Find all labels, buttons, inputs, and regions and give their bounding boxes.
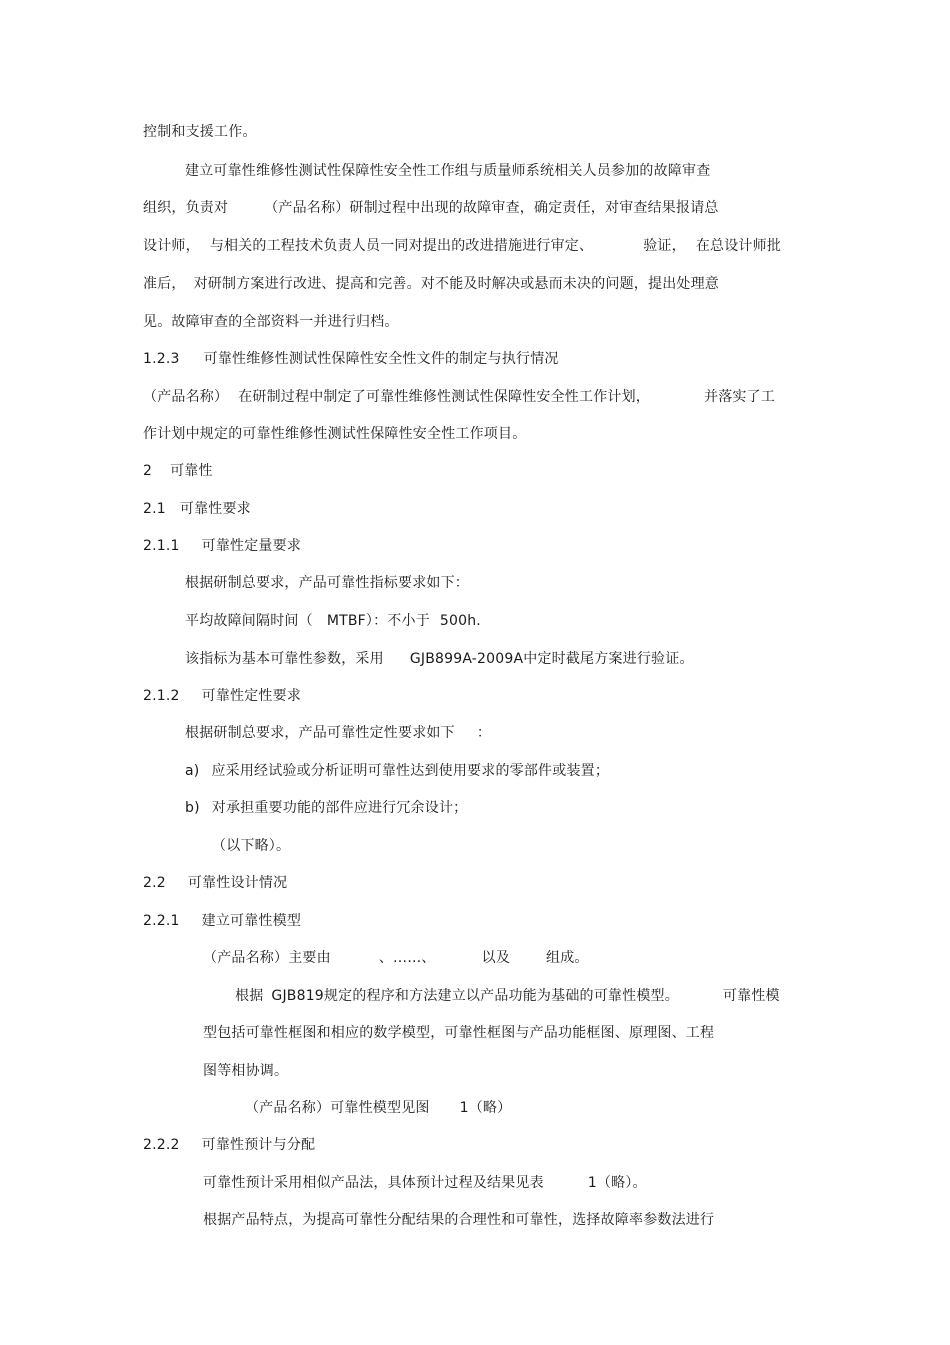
section-number: 2.1.1 (143, 538, 180, 554)
text-span: 以及 (481, 950, 511, 966)
text-span: 可靠性模 (722, 988, 780, 1004)
section-heading (143, 349, 559, 369)
text-span: （产品名称）主要由 (203, 950, 331, 966)
body-text-line (203, 1023, 714, 1043)
section-heading (143, 873, 287, 893)
section-heading (143, 499, 251, 519)
section-heading (143, 536, 301, 556)
body-text-line (185, 723, 491, 743)
text-span: ： (476, 725, 492, 741)
section-title: 可靠性预计与分配 (201, 1137, 316, 1153)
text-span: 对研制方案进行改进、提高和完善。对不能及时解决或悬而未决的问题，提出处理意 (193, 276, 720, 292)
section-number: 2 (143, 463, 153, 479)
body-text-line (143, 274, 719, 294)
body-text-line (143, 424, 526, 444)
list-marker: b) (185, 800, 200, 816)
list-item (185, 798, 467, 818)
body-text-line (185, 573, 469, 593)
text-span: 设计师， (143, 238, 200, 254)
body-text-line (185, 161, 710, 181)
text-span: （以下略）。 (212, 838, 291, 854)
body-text-line (235, 986, 780, 1006)
list-marker: a) (185, 763, 200, 779)
body-text-line (212, 836, 290, 856)
text-span: 1（略）。 (587, 1175, 647, 1191)
text-span: （产品名称）可靠性模型见图 (245, 1100, 430, 1116)
body-text-line (185, 611, 481, 631)
text-span: 1（略） (459, 1100, 512, 1116)
body-text-line (203, 1173, 647, 1193)
text-span: 可靠性预计采用相似产品法，具体预计过程及结果见表 (203, 1175, 544, 1191)
text-span: 并落实了工 (704, 389, 776, 405)
text-span: GJB899A-2009A (409, 651, 524, 667)
text-span: 该指标为基本可靠性参数，采用 (185, 651, 384, 667)
text-span: （产品名称）研制过程中出现的故障审查，确定责任，对审查结果报请总 (264, 200, 719, 216)
text-span: 在研制过程中制定了可靠性维修性测试性保障性安全性工作计划， (238, 389, 651, 405)
body-text-line (143, 198, 719, 218)
section-title: 可靠性定量要求 (201, 538, 302, 554)
list-item (185, 761, 609, 781)
text-span: （产品名称） (143, 389, 229, 405)
text-span: 验证， (643, 238, 686, 254)
section-title: 可靠性维修性测试性保障性安全性文件的制定与执行情况 (203, 351, 559, 367)
text-span: 根据 (235, 988, 264, 1004)
section-number: 2.2.1 (143, 913, 180, 929)
body-text-line (203, 948, 589, 968)
body-text-line (143, 236, 781, 256)
text-span: 、……、 (378, 950, 436, 966)
text-span: 平均故障间隔时间（ (185, 613, 313, 629)
text-span: 组成。 (546, 950, 589, 966)
section-title: 可靠性要求 (179, 501, 251, 517)
text-span: 准后， (143, 276, 186, 292)
body-text-line (245, 1098, 511, 1118)
text-span: 作计划中规定的可靠性维修性测试性保障性安全性工作项目。 (143, 426, 527, 442)
section-heading (143, 686, 301, 706)
text-span: 根据产品特点，为提高可靠性分配结果的合理性和可靠性，选择故障率参数法进行 (203, 1212, 715, 1228)
text-span: 中定时截尾方案进行验证。 (523, 651, 694, 667)
text-span: 根据研制总要求，产品可靠性指标要求如下： (185, 575, 469, 591)
section-number: 2.1 (143, 501, 166, 517)
text-span: 建立可靠性维修性测试性保障性安全性工作组与质量师系统相关人员参加的故障审查 (185, 163, 711, 179)
text-span: 控制和支援工作。 (143, 124, 257, 140)
text-span: 型包括可靠性框图和相应的数学模型，可靠性框图与产品功能框图、原理图、工程 (203, 1025, 715, 1041)
section-heading (143, 1135, 315, 1155)
text-span: 应采用经试验或分析证明可靠性达到使用要求的零部件或装置； (211, 763, 610, 779)
section-title: 可靠性 (170, 463, 213, 479)
body-text-line (143, 387, 775, 407)
text-span: 在总设计师批 (695, 238, 782, 254)
section-title: 可靠性定性要求 (201, 688, 302, 704)
text-span: MTBF）：不小于 (326, 613, 430, 629)
section-title: 建立可靠性模型 (201, 913, 302, 929)
body-text-line (203, 1061, 288, 1081)
section-title: 可靠性设计情况 (187, 875, 288, 891)
text-span: 图等相协调。 (203, 1063, 289, 1079)
section-number: 2.2.2 (143, 1137, 180, 1153)
body-text-line (203, 1210, 714, 1230)
section-number: 2.1.2 (143, 688, 180, 704)
section-number: 1.2.3 (143, 351, 180, 367)
text-span: 组织，负责对 (143, 200, 229, 216)
text-span: 规定的程序和方法建立以产品功能为基础的可靠性模型。 (323, 988, 679, 1004)
text-span: 根据研制总要求，产品可靠性定性要求如下 (185, 725, 455, 741)
text-span: 与相关的工程技术负责人员一同对提出的改进措施进行审定、 (209, 238, 594, 254)
body-text-line (185, 649, 694, 669)
section-number: 2.2 (143, 875, 166, 891)
section-heading (143, 911, 301, 931)
text-span: 见。故障审查的全部资料一并进行归档。 (143, 314, 399, 330)
body-text-line (143, 312, 399, 332)
text-span: GJB819 (271, 988, 324, 1004)
body-text-line (143, 122, 257, 142)
section-heading (143, 461, 213, 481)
text-span: 500h. (439, 613, 481, 629)
text-span: 对承担重要功能的部件应进行冗余设计； (211, 800, 468, 816)
